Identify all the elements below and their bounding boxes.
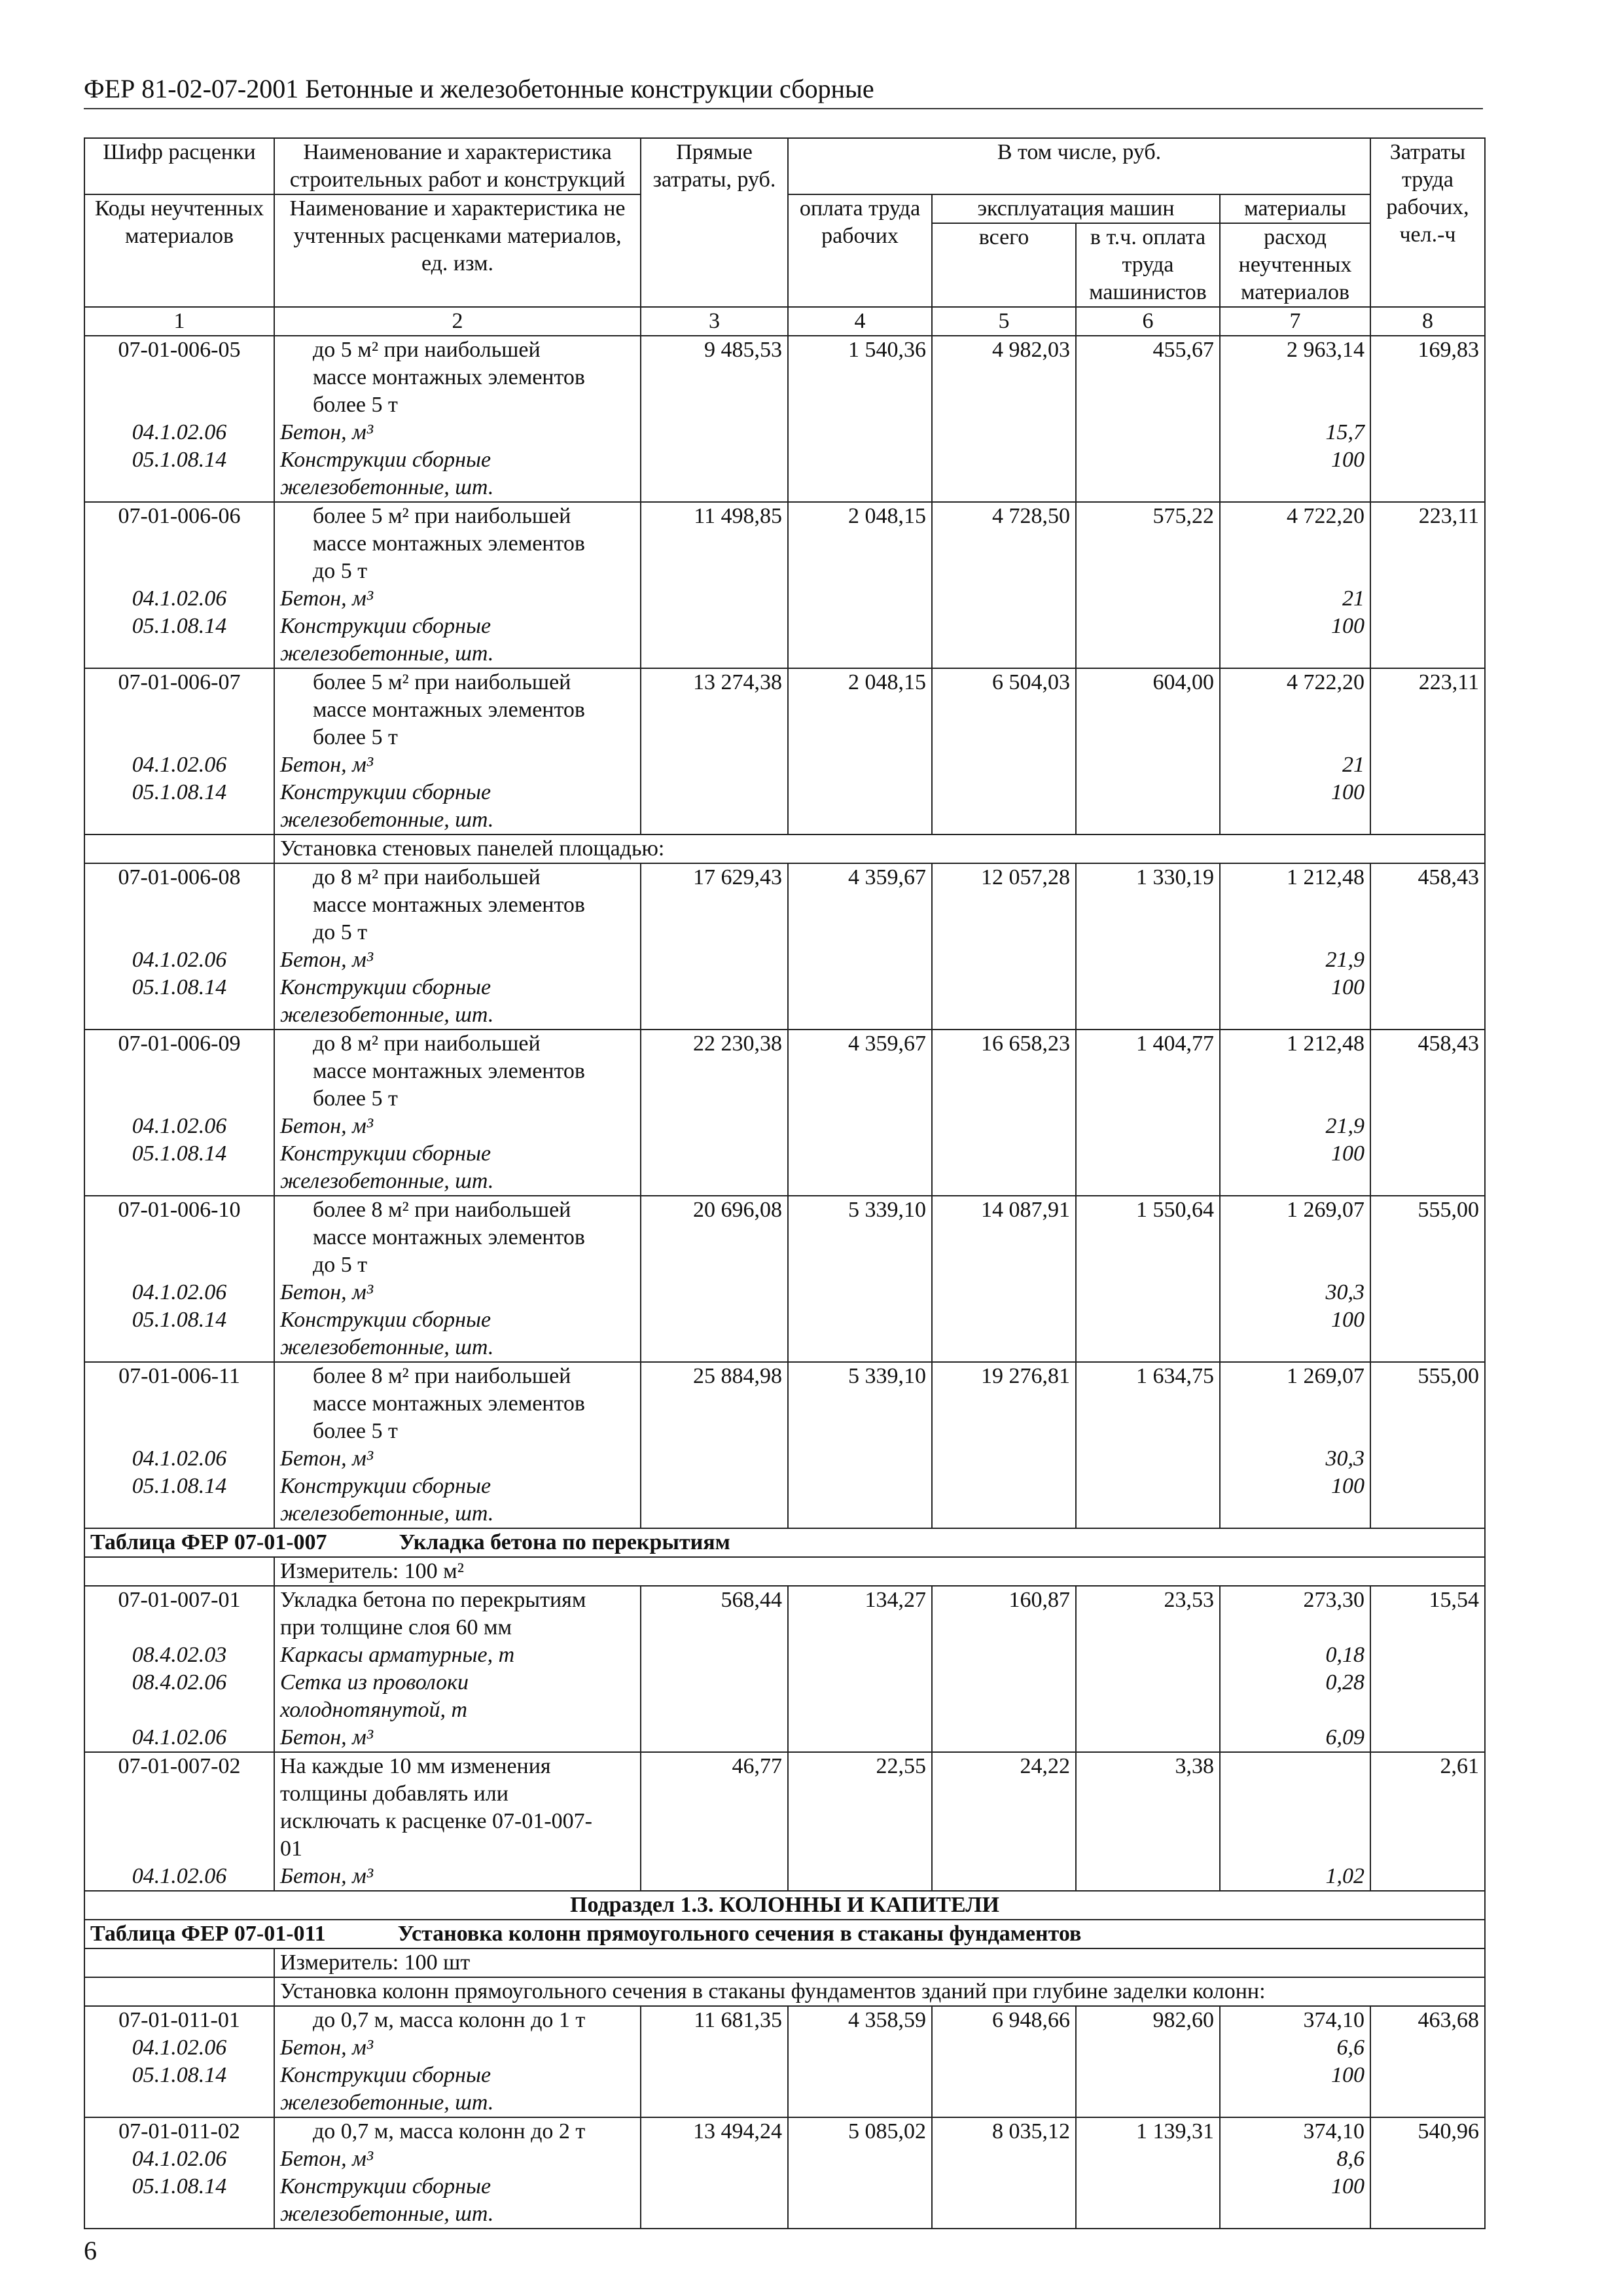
material-row [84,1473,1485,1528]
rate-row [84,863,1485,946]
price-table [84,137,1486,2229]
material-row [84,585,1485,613]
material-name: Каркасы арматурные, т [274,1641,641,1669]
material-row [84,946,1485,974]
material-cost: 1 212,48 [1220,1030,1370,1113]
material-cost: 1 269,07 [1220,1196,1370,1279]
labor-cost: 22,55 [788,1752,932,1863]
material-code: 04.1.02.06 [84,1279,274,1306]
col3-header: Прямые затраты, руб. [641,138,788,307]
material-qty: 6,09 [1220,1724,1370,1752]
material-qty: 0,18 [1220,1641,1370,1669]
column-number: 1 [84,307,274,336]
material-row [84,779,1485,834]
rate-name: до 5 м² при наибольшей массе монтажных элементов более 5 т [274,336,641,419]
material-qty: 15,7 [1220,419,1370,446]
page-number: 6 [84,2236,97,2265]
material-code: 05.1.08.14 [84,2173,274,2229]
column-number: 7 [1220,307,1370,336]
col2-top-header: Наименование и характеристика строительных работ и конструкций [274,138,641,194]
rate-name: Укладка бетона по перекрытиям при толщине слоя 60 мм [274,1586,641,1641]
material-row [84,1279,1485,1306]
labor-cost: 2 048,15 [788,668,932,751]
material-row [84,2145,1485,2173]
material-name: Конструкции сборные железобетонные, шт. [274,2173,641,2229]
material-code: 05.1.08.14 [84,1306,274,1362]
machine-cost: 12 057,28 [932,863,1076,946]
material-qty: 100 [1220,613,1370,668]
direct-cost: 46,77 [641,1752,788,1863]
material-code: 05.1.08.14 [84,974,274,1030]
material-qty: 100 [1220,2173,1370,2229]
material-row [84,2173,1485,2229]
materials-header: материалы [1220,194,1370,223]
material-code: 04.1.02.06 [84,1724,274,1752]
machine-cost: 4 728,50 [932,502,1076,585]
direct-cost: 25 884,98 [641,1362,788,1445]
table-011-title [84,1920,1485,1948]
rate-name: более 5 м² при наибольшей массе монтажных элементов более 5 т [274,668,641,751]
machine-cost: 4 982,03 [932,336,1076,419]
material-cost: 374,10 [1220,2117,1370,2145]
labor-cost: 5 339,10 [788,1196,932,1279]
machines-header: эксплуатация машин [932,194,1220,223]
operator-labor-cost: 604,00 [1076,668,1220,751]
material-row [84,1306,1485,1362]
rate-code: 07-01-006-11 [84,1362,274,1445]
col6-header: в т.ч. оплата труда машинистов [1076,223,1220,307]
direct-cost: 20 696,08 [641,1196,788,1279]
labor-cost: 5 339,10 [788,1362,932,1445]
material-qty: 21 [1220,585,1370,613]
machine-cost: 6 948,66 [932,2006,1076,2034]
operator-labor-cost: 982,60 [1076,2006,1220,2034]
material-qty: 100 [1220,1140,1370,1196]
material-code: 04.1.02.06 [84,2145,274,2173]
material-code: 04.1.02.06 [84,585,274,613]
machine-cost: 19 276,81 [932,1362,1076,1445]
material-name: Конструкции сборные железобетонные, шт. [274,1473,641,1528]
table-subtitle: Укладка бетона по перекрытиям [399,1530,730,1554]
material-cost: 2 963,14 [1220,336,1370,419]
material-name: Бетон, м³ [274,946,641,974]
direct-cost: 11 498,85 [641,502,788,585]
labor-hours: 458,43 [1370,1030,1485,1113]
col1-top-header: Шифр расценки [84,138,274,194]
measure-unit: Измеритель: 100 м² [274,1557,1485,1586]
labor-hours: 223,11 [1370,502,1485,585]
material-cost: 4 722,20 [1220,668,1370,751]
material-code: 08.4.02.03 [84,1641,274,1669]
document-header: ФЕР 81-02-07-2001 Бетонные и железобетонные конструкции сборные [84,73,1483,109]
material-cost [1220,1752,1370,1863]
table-title: Таблица ФЕР 07-01-011 [90,1922,326,1946]
material-name: Бетон, м³ [274,585,641,613]
rate-name: На каждые 10 мм изменения толщины добавлять или исключать к расценке 07-01-007- 01 [274,1752,641,1863]
labor-hours: 2,61 [1370,1752,1485,1863]
material-row [84,2034,1485,2062]
operator-labor-cost: 23,53 [1076,1586,1220,1641]
material-qty: 21,9 [1220,1113,1370,1140]
material-name: Бетон, м³ [274,751,641,779]
rate-code: 07-01-011-02 [84,2117,274,2145]
material-name: Конструкции сборные железобетонные, шт. [274,613,641,668]
rate-name: более 5 м² при наибольшей массе монтажных элементов до 5 т [274,502,641,585]
column-numbers-row [84,307,1485,336]
rate-name: более 8 м² при наибольшей массе монтажных элементов более 5 т [274,1362,641,1445]
column-number: 6 [1076,307,1220,336]
material-code: 05.1.08.14 [84,779,274,834]
machine-cost: 6 504,03 [932,668,1076,751]
material-code: 04.1.02.06 [84,1113,274,1140]
operator-labor-cost: 3,38 [1076,1752,1220,1863]
material-cost: 273,30 [1220,1586,1370,1641]
material-qty: 21,9 [1220,946,1370,974]
direct-cost: 568,44 [641,1586,788,1641]
rate-row [84,1586,1485,1641]
material-qty: 30,3 [1220,1279,1370,1306]
rate-name: до 8 м² при наибольшей массе монтажных элементов до 5 т [274,863,641,946]
direct-cost: 11 681,35 [641,2006,788,2034]
material-name: Конструкции сборные железобетонные, шт. [274,1140,641,1196]
material-row [84,1113,1485,1140]
material-name: Конструкции сборные железобетонные, шт. [274,1306,641,1362]
material-name: Сетка из проволоки холоднотянутой, т [274,1669,641,1724]
material-name: Бетон, м³ [274,419,641,446]
rate-row [84,1030,1485,1113]
material-qty: 100 [1220,1473,1370,1528]
material-row [84,2062,1485,2117]
material-row [84,446,1485,502]
material-qty: 30,3 [1220,1445,1370,1473]
rate-code: 07-01-007-02 [84,1752,274,1863]
direct-cost: 17 629,43 [641,863,788,946]
material-name: Бетон, м³ [274,1279,641,1306]
material-row [84,419,1485,446]
material-code: 04.1.02.06 [84,1445,274,1473]
material-code: 04.1.02.06 [84,419,274,446]
machine-cost: 14 087,91 [932,1196,1076,1279]
machine-cost: 160,87 [932,1586,1076,1641]
rate-name: до 0,7 м, масса колонн до 2 т [274,2117,641,2145]
labor-cost: 1 540,36 [788,336,932,419]
material-name: Конструкции сборные железобетонные, шт. [274,779,641,834]
labor-hours: 169,83 [1370,336,1485,419]
column-number: 5 [932,307,1076,336]
rate-code: 07-01-006-10 [84,1196,274,1279]
operator-labor-cost: 1 634,75 [1076,1362,1220,1445]
material-row [84,1724,1485,1752]
material-qty: 0,28 [1220,1669,1370,1724]
operator-labor-cost: 1 330,19 [1076,863,1220,946]
material-qty: 1,02 [1220,1863,1370,1891]
operator-labor-cost: 575,22 [1076,502,1220,585]
rate-row [84,336,1485,419]
rate-code: 07-01-007-01 [84,1586,274,1641]
material-name: Конструкции сборные железобетонные, шт. [274,974,641,1030]
labor-cost: 4 359,67 [788,863,932,946]
labor-cost: 4 359,67 [788,1030,932,1113]
material-row [84,613,1485,668]
labor-cost: 134,27 [788,1586,932,1641]
material-code: 04.1.02.06 [84,1863,274,1891]
labor-hours: 223,11 [1370,668,1485,751]
material-row [84,1140,1485,1196]
material-name: Бетон, м³ [274,2145,641,2173]
subsection-title: Подраздел 1.3. КОЛОННЫ И КАПИТЕЛИ [84,1891,1485,1920]
material-cost: 1 269,07 [1220,1362,1370,1445]
material-code: 05.1.08.14 [84,2062,274,2117]
table-subtitle: Установка колонн прямоугольного сечения в стаканы фундаментов [397,1922,1082,1946]
material-name: Бетон, м³ [274,2034,641,2062]
material-name: Конструкции сборные железобетонные, шт. [274,2062,641,2117]
rate-code: 07-01-006-05 [84,336,274,419]
rate-row [84,1752,1485,1863]
rate-name: до 8 м² при наибольшей массе монтажных элементов более 5 т [274,1030,641,1113]
col8-header: Затраты труда рабочих, чел.-ч [1370,138,1485,307]
rate-name: до 0,7 м, масса колонн до 1 т [274,2006,641,2034]
material-name: Бетон, м³ [274,1863,641,1891]
rate-code: 07-01-006-09 [84,1030,274,1113]
labor-hours: 555,00 [1370,1196,1485,1279]
machine-cost: 24,22 [932,1752,1076,1863]
measure-unit: Измеритель: 100 шт [274,1948,1485,1977]
material-code: 04.1.02.06 [84,946,274,974]
rate-row [84,502,1485,585]
material-qty: 6,6 [1220,2034,1370,2062]
labor-hours: 555,00 [1370,1362,1485,1445]
operator-labor-cost: 455,67 [1076,336,1220,419]
rate-row [84,2117,1485,2145]
material-row [84,1641,1485,1669]
direct-cost: 13 274,38 [641,668,788,751]
column-number: 4 [788,307,932,336]
material-qty: 100 [1220,446,1370,502]
material-qty: 100 [1220,974,1370,1030]
including-header: В том числе, руб. [788,138,1370,194]
material-qty: 8,6 [1220,2145,1370,2173]
rate-row [84,1196,1485,1279]
material-qty: 21 [1220,751,1370,779]
labor-hours: 540,96 [1370,2117,1485,2145]
material-name: Бетон, м³ [274,1445,641,1473]
material-qty: 100 [1220,779,1370,834]
material-cost: 1 212,48 [1220,863,1370,946]
labor-cost: 2 048,15 [788,502,932,585]
group-heading-wall-panels: Установка стеновых панелей площадью: [274,834,1485,863]
col7-header: расход неучтенных материалов [1220,223,1370,307]
material-row [84,1669,1485,1724]
column-number: 3 [641,307,788,336]
group-heading-columns: Установка колонн прямоугольного сечения в стаканы фундаментов зданий при глубине заделки колонн: [274,1977,1485,2006]
labor-hours: 15,54 [1370,1586,1485,1641]
material-code: 05.1.08.14 [84,613,274,668]
rate-code: 07-01-011-01 [84,2006,274,2034]
material-code: 05.1.08.14 [84,1140,274,1196]
col5-header: всего [932,223,1076,307]
material-qty: 100 [1220,1306,1370,1362]
rate-row [84,668,1485,751]
rate-code: 07-01-006-07 [84,668,274,751]
material-code: 04.1.02.06 [84,751,274,779]
column-number: 8 [1370,307,1485,336]
machine-cost: 8 035,12 [932,2117,1076,2145]
labor-hours: 463,68 [1370,2006,1485,2034]
material-code: 05.1.08.14 [84,446,274,502]
col4-header: оплата труда рабочих [788,194,932,307]
labor-cost: 4 358,59 [788,2006,932,2034]
rate-code: 07-01-006-06 [84,502,274,585]
machine-cost: 16 658,23 [932,1030,1076,1113]
material-cost: 374,10 [1220,2006,1370,2034]
col2-bottom-header: Наименование и характеристика не учтенных расценками материалов, ед. изм. [274,194,641,307]
material-qty: 100 [1220,2062,1370,2117]
material-name: Бетон, м³ [274,1113,641,1140]
material-name: Конструкции сборные железобетонные, шт. [274,446,641,502]
column-number: 2 [274,307,641,336]
rate-name: более 8 м² при наибольшей массе монтажных элементов до 5 т [274,1196,641,1279]
labor-hours: 458,43 [1370,863,1485,946]
table-007-title [84,1528,1485,1557]
operator-labor-cost: 1 404,77 [1076,1030,1220,1113]
material-row [84,751,1485,779]
material-code: 08.4.02.06 [84,1669,274,1724]
operator-labor-cost: 1 550,64 [1076,1196,1220,1279]
col1-bottom-header: Коды неучтенных материалов [84,194,274,307]
table-title: Таблица ФЕР 07-01-007 [90,1530,327,1554]
material-row [84,1863,1485,1891]
labor-cost: 5 085,02 [788,2117,932,2145]
direct-cost: 9 485,53 [641,336,788,419]
material-name: Бетон, м³ [274,1724,641,1752]
rate-code: 07-01-006-08 [84,863,274,946]
direct-cost: 22 230,38 [641,1030,788,1113]
material-row [84,974,1485,1030]
rate-row [84,1362,1485,1445]
material-cost: 4 722,20 [1220,502,1370,585]
material-code: 04.1.02.06 [84,2034,274,2062]
material-row [84,1445,1485,1473]
direct-cost: 13 494,24 [641,2117,788,2145]
operator-labor-cost: 1 139,31 [1076,2117,1220,2145]
rate-row [84,2006,1485,2034]
material-code: 05.1.08.14 [84,1473,274,1528]
